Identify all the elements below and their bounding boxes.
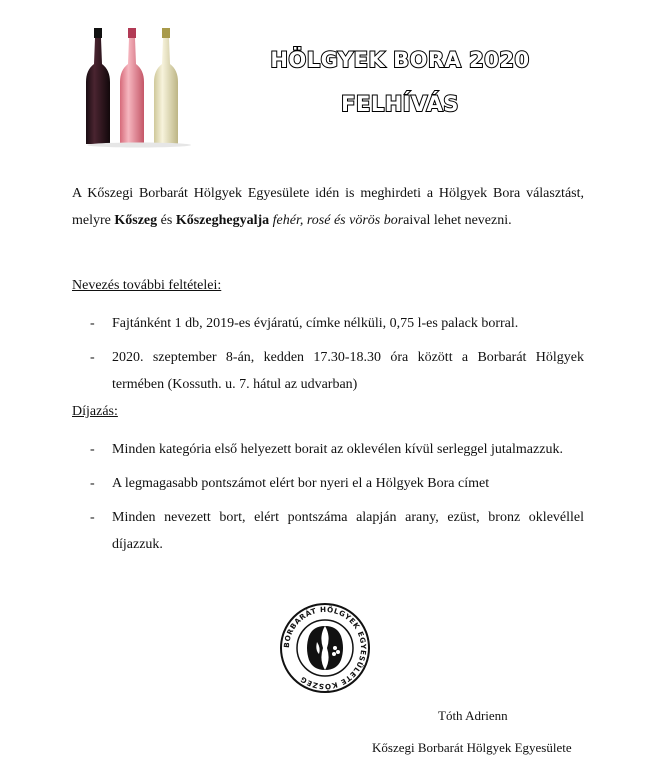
italic-wine-types: fehér, rosé és vörös bor [269, 213, 404, 228]
association-seal-logo [279, 602, 371, 694]
conditions-list [72, 310, 584, 405]
wine-bottles-image [84, 26, 194, 148]
list-item: - Minden nevezett bort, elért pontszáma alapján arany, ezüst, bronz oklevéllel díjazzuk. [72, 504, 584, 558]
list-item: - Minden kategória első helyezett borait az oklevélen kívül serleggel jutalmazzuk. [72, 436, 584, 463]
list-item: - Fajtánként 1 db, 2019-es évjáratú, címke nélküli, 0,75 l-es palack borral. [72, 310, 584, 337]
list-item: - 2020. szeptember 8-án, kedden 17.30-18.30 óra között a Borbarát Hölgyek termében (Kossuth. u. 7. hátul az udvarban) [72, 344, 584, 398]
intro-paragraph: A Kőszegi Borbarát Hölgyek Egyesülete idén is meghirdeti a Hölgyek Bora választást, melyre Kőszeg és Kőszeghegyalja fehér, rosé és vörös boraival lehet nevezni. [72, 186, 584, 228]
awards-heading: Díjazás: [72, 404, 118, 419]
svg-text:BORBARÁT HÖLGYEK EGYESÜLETE KŐ: BORBARÁT HÖLGYEK EGYESÜLETE KŐSZEG [281, 604, 369, 692]
page-subtitle: FELHÍVÁS [341, 92, 459, 116]
list-item: - A legmagasabb pontszámot elért bor nyeri el a Hölgyek Bora címet [72, 470, 584, 497]
page-title: HÖLGYEK BORA 2020 [270, 48, 530, 72]
rose-wine-bottle [120, 28, 144, 144]
red-wine-bottle [86, 28, 110, 144]
conditions-heading: Nevezés további feltételei: [72, 278, 222, 293]
bold-koszeghegyalja: Kőszeghegyalja [175, 213, 270, 228]
awards-list [72, 436, 584, 565]
white-wine-bottle [154, 28, 178, 144]
signature-organization: Kőszegi Borbarát Hölgyek Egyesülete [372, 740, 572, 755]
bold-koszeg: Kőszeg [114, 213, 158, 228]
signature-name: Tóth Adrienn [438, 708, 508, 723]
